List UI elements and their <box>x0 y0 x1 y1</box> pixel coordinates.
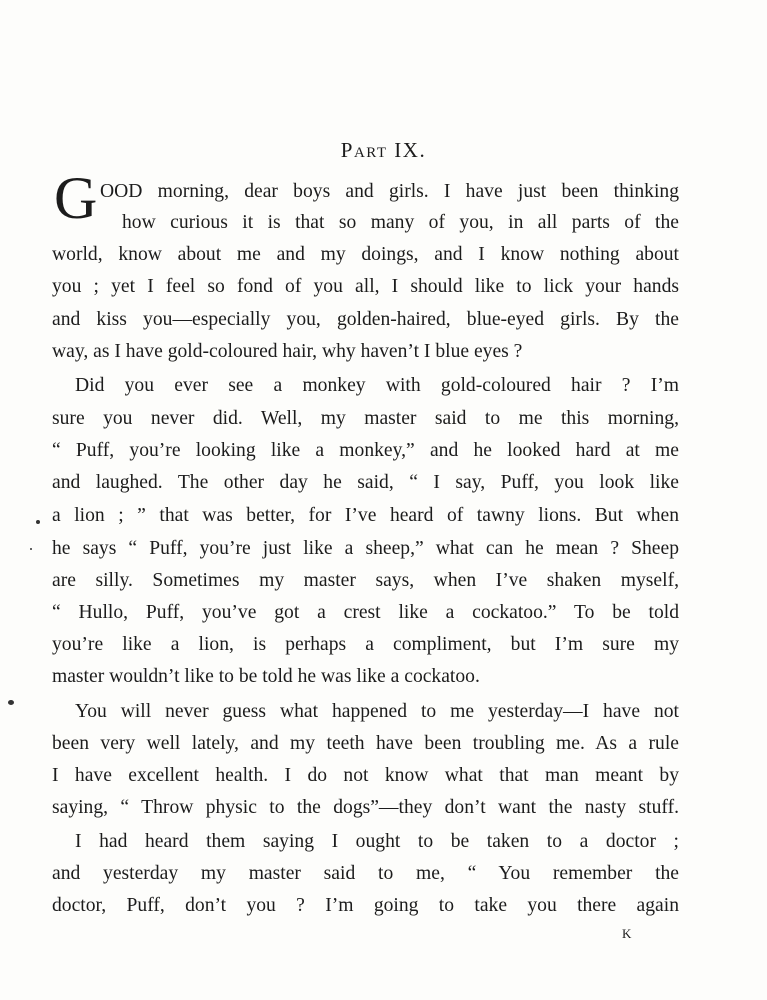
text-line: how curious it is that so many of you, in all parts of the <box>122 212 679 233</box>
part-heading-label: Part <box>340 138 388 162</box>
text-line: world, know about me and my doings, and I know nothing about <box>52 244 679 265</box>
text-line: “ Hullo, Puff, you’ve got a crest like a cockatoo.” To be told <box>52 602 679 623</box>
drop-cap: G <box>54 165 98 231</box>
text-line: been very well lately, and my teeth have been troubling me. As a rule <box>52 733 679 754</box>
text-line: you’re like a lion, is perhaps a compliment, but I’m sure my <box>52 634 679 655</box>
part-heading-number: IX. <box>394 138 427 162</box>
text-line: sure you never did. Well, my master said to me this morning, <box>52 408 679 429</box>
text-line: and kiss you—especially you, golden-haired, blue-eyed girls. By the <box>52 309 679 330</box>
part-heading <box>0 138 767 163</box>
text-line: way, as I have gold-coloured hair, why haven’t I blue eyes ? <box>52 341 523 362</box>
text-line: I have excellent health. I do not know what that man meant by <box>52 765 679 786</box>
text-line: he says “ Puff, you’re just like a sheep,” what can he mean ? Sheep <box>52 538 679 559</box>
text-line: I had heard them saying I ought to be taken to a doctor ; <box>75 831 679 852</box>
text-line: OOD morning, dear boys and girls. I have just been thinking <box>100 181 679 202</box>
text-line: a lion ; ” that was better, for I’ve heard of tawny lions. But when <box>52 505 679 526</box>
text-line: saying, “ Throw physic to the dogs”—they don’t want the nasty stuff. <box>52 797 679 818</box>
text-line: You will never guess what happened to me yesterday—I have not <box>75 701 679 722</box>
text-line: “ Puff, you’re looking like a monkey,” and he looked hard at me <box>52 440 679 461</box>
text-line: are silly. Sometimes my master says, when I’ve shaken myself, <box>52 570 679 591</box>
text-line: doctor, Puff, don’t you ? I’m going to take you there again <box>52 895 679 916</box>
ink-speck <box>30 548 32 550</box>
ink-speck <box>8 700 14 705</box>
text-line: and yesterday my master said to me, “ You remember the <box>52 863 679 884</box>
text-line: and laughed. The other day he said, “ I say, Puff, you look like <box>52 472 679 493</box>
text-line: Did you ever see a monkey with gold-coloured hair ? I’m <box>75 375 679 396</box>
ink-speck <box>36 520 40 524</box>
text-line: you ; yet I feel so fond of you all, I should like to lick your hands <box>52 276 679 297</box>
text-line: master wouldn’t like to be told he was like a cockatoo. <box>52 666 480 687</box>
signature-mark: K <box>622 926 633 941</box>
